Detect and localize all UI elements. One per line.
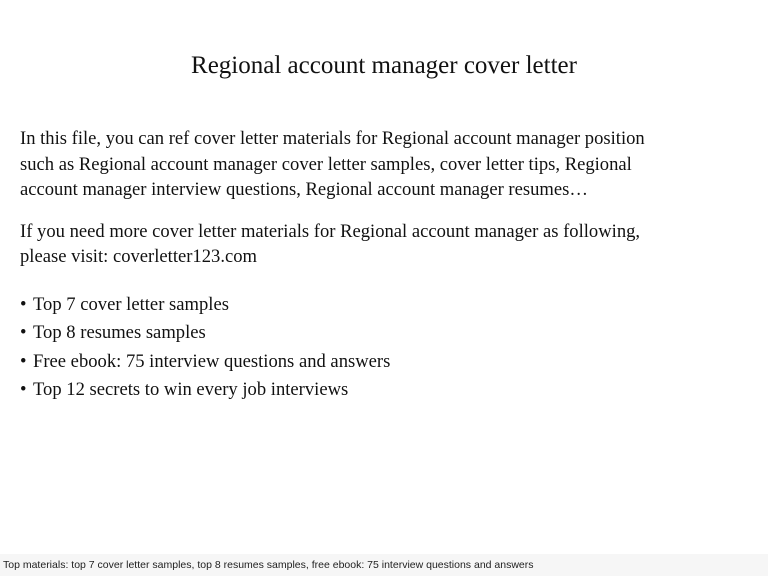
intro-line: account manager interview questions, Regional account manager resumes… <box>20 179 588 200</box>
list-item-text: Top 12 secrets to win every job interviews <box>33 379 349 400</box>
bullet-icon: • <box>20 350 27 372</box>
list-item-text: Top 8 resumes samples <box>33 322 206 343</box>
list-item <box>20 319 750 348</box>
list-item <box>20 291 750 320</box>
slide-body <box>20 126 750 405</box>
visit-line: please visit: coverletter123.com <box>20 246 257 267</box>
intro-line: such as Regional account manager cover letter samples, cover letter tips, Regional <box>20 153 632 175</box>
footer-bar <box>0 554 768 576</box>
materials-list <box>20 291 750 405</box>
visit-line: If you need more cover letter materials for Regional account manager as following, <box>20 220 641 242</box>
slide-title: Regional account manager cover letter <box>191 52 577 79</box>
intro-line: In this file, you can ref cover letter materials for Regional account manager position <box>20 128 645 149</box>
bullet-icon: • <box>20 322 27 343</box>
list-item <box>20 376 750 405</box>
list-item-text: Top 7 cover letter samples <box>33 293 229 315</box>
bullet-icon: • <box>20 293 27 315</box>
intro-paragraph <box>20 126 750 203</box>
list-item-text: Free ebook: 75 interview questions and answers <box>33 350 391 372</box>
bullet-icon: • <box>20 379 27 400</box>
footer-text: Top materials: top 7 cover letter samples, top 8 resumes samples, free ebook: 75 interview questions and answers <box>3 559 534 571</box>
visit-paragraph <box>20 219 750 270</box>
list-item <box>20 348 750 377</box>
